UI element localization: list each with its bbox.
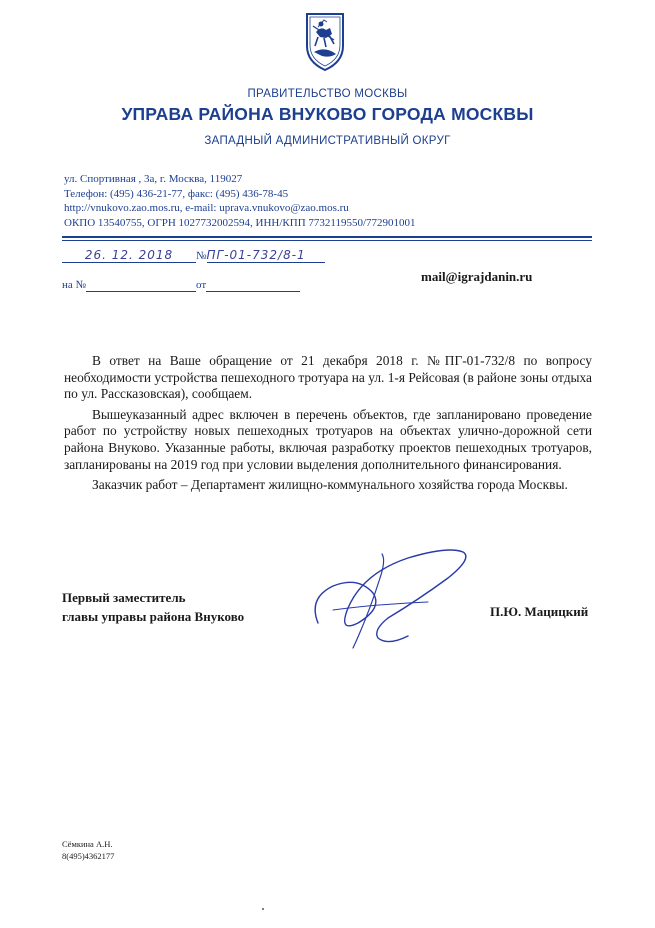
registration-date: 26. 12. 2018	[62, 248, 196, 263]
page-mark	[262, 908, 264, 910]
handwritten-signature	[278, 538, 478, 658]
letterhead-divider-thin	[62, 240, 592, 241]
body-paragraph: Вышеуказанный адрес включен в перечень объектов, где запланировано проведение работ по устройству новых пешеходных тротуаров на объектах улично-дорожной сети района Внуково. Указанные работы, включая разработку проектов пешеходных тротуаров, запланированы на 2019 год при условии выделения дополнительного финансирования.	[64, 406, 592, 472]
codes-line: ОКПО 13540755, ОГРН 1027732002594, ИНН/КПП 7732119550/772901001	[64, 216, 416, 229]
moscow-coat-of-arms-icon	[304, 10, 346, 72]
letter-body	[64, 353, 592, 498]
registration-no-label: №	[196, 250, 207, 262]
letterhead-divider	[62, 236, 592, 238]
address-line: ул. Спортивная , 3а, г. Москва, 119027	[64, 173, 243, 185]
reference-line	[62, 279, 300, 292]
web-email-line: http://vnukovo.zao.mos.ru, e-mail: uprava.vnukovo@zao.mos.ru	[64, 202, 349, 214]
reference-no-label: на №	[62, 279, 87, 291]
district-heading: ЗАПАДНЫЙ АДМИНИСТРАТИВНЫЙ ОКРУГ	[204, 135, 451, 147]
contact-block	[64, 172, 416, 230]
body-paragraph: Заказчик работ – Департамент жилищно-коммунального хозяйства города Москвы.	[92, 477, 568, 493]
recipient-email: mail@igrajdanin.ru	[421, 269, 533, 284]
executor-phone: 8(495)4362177	[62, 851, 115, 861]
signatory-name: П.Ю. Мацицкий	[490, 604, 589, 619]
organization-heading: УПРАВА РАЙОНА ВНУКОВО ГОРОДА МОСКВЫ	[121, 104, 534, 124]
phone-line: Телефон: (495) 436-21-77, факс: (495) 436-78-45	[64, 187, 289, 200]
registration-number: ПГ-01-732/8-1	[207, 248, 325, 263]
registration-line	[62, 248, 325, 263]
body-paragraph: В ответ на Ваше обращение от 21 декабря 2018 г. №ПГ-01-732/8 по вопросу необходимости устройства пешеходного тротуара на ул. 1-я Рейсовая (в районе зоны отдыха по ул. Рассказовская), сообщаем.	[64, 353, 592, 402]
signatory-title-line: главы управы района Внуково	[62, 609, 245, 624]
government-heading: ПРАВИТЕЛЬСТВО МОСКВЫ	[247, 88, 408, 100]
executor-block	[62, 838, 114, 862]
signatory-title-line: Первый заместитель	[62, 590, 186, 605]
executor-name: Сёмкина А.Н.	[62, 839, 113, 849]
signatory-title	[62, 588, 244, 626]
reference-from-label: от	[196, 279, 207, 291]
